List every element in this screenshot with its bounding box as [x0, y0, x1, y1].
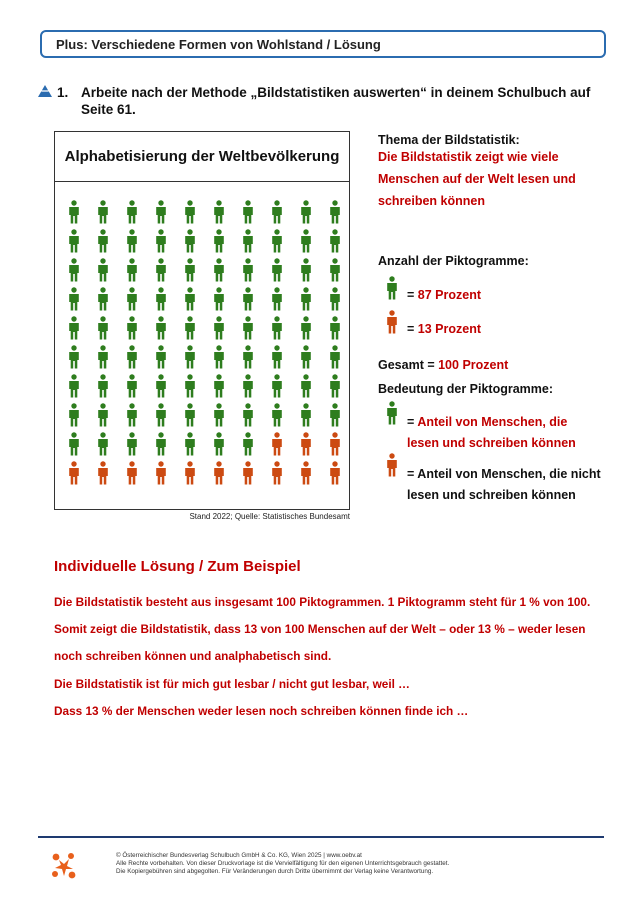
pictogram-literate: [243, 258, 253, 281]
pictogram-literate: [243, 403, 253, 426]
difficulty-triangle-icon: [38, 85, 52, 97]
count-red-value: 13 Prozent: [417, 322, 481, 336]
pictogram-literate: [185, 403, 195, 426]
total-prefix: Gesamt =: [378, 358, 439, 372]
pictogram-literate: [127, 374, 137, 397]
pictogram-literate: [243, 374, 253, 397]
pictogram-literate: [185, 258, 195, 281]
chart-title: Alphabetisierung der Weltbevölkerung: [64, 148, 340, 165]
pictogram-literate: [156, 229, 166, 252]
pictogram-literate: [185, 316, 195, 339]
pictogram-literate: [330, 345, 340, 368]
pictogram-literate: [330, 316, 340, 339]
pictogram-literate: [98, 374, 108, 397]
pictogram-literate: [69, 432, 79, 455]
pictogram-literate: [214, 229, 224, 252]
footer-copyright: [116, 852, 596, 877]
person-green-icon: [385, 401, 399, 425]
pictogram-literate: [185, 200, 195, 223]
task-number: 1.: [57, 85, 69, 100]
count-green-value: 87 Prozent: [417, 288, 481, 302]
pictogram-literate: [301, 345, 311, 368]
pictogram-illiterate: [243, 461, 253, 484]
pictogram-literate: [301, 287, 311, 310]
meaning-green-line-2: lesen und schreiben können: [407, 436, 576, 450]
count-label: Anzahl der Piktogramme:: [378, 254, 529, 268]
pictogram-literate: [214, 258, 224, 281]
pictogram-literate: [127, 432, 137, 455]
pictogram-literate: [156, 374, 166, 397]
pictogram-literate: [214, 287, 224, 310]
pictogram-literate: [272, 287, 282, 310]
pictogram-illiterate: [272, 461, 282, 484]
pictogram-literate: [98, 316, 108, 339]
pictogram-literate: [301, 316, 311, 339]
pictogram-literate: [156, 258, 166, 281]
pictogram-literate: [69, 345, 79, 368]
total-value: 100 Prozent: [438, 358, 509, 372]
pictogram-literate: [243, 316, 253, 339]
solution-line-5: Dass 13 % der Menschen weder lesen noch schreiben können finde ich …: [54, 704, 469, 718]
pictogram-literate: [98, 200, 108, 223]
pictogram-literate: [272, 316, 282, 339]
pictogram-illiterate: [156, 461, 166, 484]
pictogram-illiterate: [330, 432, 340, 455]
pictogram-literate: [69, 287, 79, 310]
pictogram-literate: [301, 374, 311, 397]
pictogram-literate: [156, 316, 166, 339]
pictogram-literate: [98, 287, 108, 310]
pictogram-literate: [301, 200, 311, 223]
worksheet-title: [40, 30, 606, 58]
theme-line-1: Die Bildstatistik zeigt wie viele: [378, 150, 559, 164]
pictogram-literate: [301, 229, 311, 252]
pictogram-literate: [127, 200, 137, 223]
pictogram-literate: [127, 345, 137, 368]
pictogram-literate: [69, 316, 79, 339]
pictogram-literate: [272, 403, 282, 426]
pictogram-literate: [301, 258, 311, 281]
pictogram-literate: [69, 229, 79, 252]
pictogram-literate: [330, 287, 340, 310]
pictogram-literate: [214, 200, 224, 223]
pictogram-literate: [69, 258, 79, 281]
solution-line-3: noch schreiben können und analphabetisch sind.: [54, 649, 332, 663]
solution-title: Individuelle Lösung / Zum Beispiel: [54, 558, 301, 575]
pictogram-literate: [98, 432, 108, 455]
publisher-logo-icon: [50, 852, 78, 880]
pictogram-literate: [69, 200, 79, 223]
pictogram-literate: [98, 229, 108, 252]
pictogram-literate: [330, 258, 340, 281]
count-red-prefix: =: [407, 322, 418, 336]
meaning-red-line-1: = Anteil von Menschen, die nicht: [407, 467, 601, 481]
pictogram-illiterate: [214, 461, 224, 484]
pictogram-literate: [214, 403, 224, 426]
pictogram-literate: [98, 403, 108, 426]
task-text: Arbeite nach der Methode „Bildstatistiken auswerten“ in deinem Schulbuch auf Seite 61.: [81, 85, 591, 117]
pictogram-literate: [156, 287, 166, 310]
footer-line-2: Alle Rechte vorbehalten. Von dieser Druckvorlage ist die Vervielfältigung für den eigenen Unterrichtsgebrauch gestattet.: [116, 860, 450, 868]
pictogram-literate: [98, 345, 108, 368]
meaning-red-line-2: lesen und schreiben können: [407, 488, 576, 502]
pictogram-literate: [243, 432, 253, 455]
pictogram-grid: [55, 182, 349, 509]
pictogram-literate: [243, 229, 253, 252]
solution-line-2: Somit zeigt die Bildstatistik, dass 13 von 100 Menschen auf der Welt – oder 13 % – weder lesen: [54, 622, 586, 636]
count-red-text: [407, 319, 481, 340]
pictogram-literate: [214, 374, 224, 397]
pictogram-literate: [69, 374, 79, 397]
person-green-icon: [385, 276, 399, 300]
pictogram-literate: [272, 345, 282, 368]
pictogram-illiterate: [330, 461, 340, 484]
count-green-text: [407, 285, 481, 306]
person-red-icon: [385, 310, 399, 334]
pictogram-literate: [243, 287, 253, 310]
solution-line-1: Die Bildstatistik besteht aus insgesamt 100 Piktogrammen. 1 Piktogramm steht für 1 % von 100.: [54, 595, 591, 609]
person-red-icon: [385, 453, 399, 477]
pictogram-literate: [127, 287, 137, 310]
pictogram-literate: [214, 316, 224, 339]
pictogram-literate: [185, 287, 195, 310]
meaning-red-text: [407, 464, 601, 506]
pictogram-literate: [156, 345, 166, 368]
pictogram-literate: [98, 258, 108, 281]
pictogram-illiterate: [301, 432, 311, 455]
pictogram-literate: [214, 345, 224, 368]
pictogram-illiterate: [98, 461, 108, 484]
pictogram-literate: [214, 432, 224, 455]
pictogram-literate: [127, 258, 137, 281]
pictogram-literate: [243, 200, 253, 223]
pictogram-chart: [54, 131, 350, 510]
meaning-label: Bedeutung der Piktogramme:: [378, 382, 554, 396]
footer-line-1: © Österreichischer Bundesverlag Schulbuch GmbH & Co. KG, Wien 2025 | www.oebv.at: [116, 852, 362, 859]
pictogram-literate: [127, 229, 137, 252]
pictogram-literate: [185, 345, 195, 368]
pictogram-literate: [156, 432, 166, 455]
pictogram-illiterate: [69, 461, 79, 484]
meaning-green-prefix: =: [407, 415, 418, 429]
theme-label: Thema der Bildstatistik:: [378, 133, 520, 147]
pictogram-literate: [272, 258, 282, 281]
total-text: [378, 358, 508, 372]
pictogram-literate: [127, 403, 137, 426]
pictogram-literate: [69, 403, 79, 426]
pictogram-illiterate: [272, 432, 282, 455]
pictogram-literate: [127, 316, 137, 339]
pictogram-literate: [272, 374, 282, 397]
pictogram-literate: [156, 200, 166, 223]
footer-line-3: Die Kopiergebühren sind abgegolten. Für Veränderungen durch Dritte übernimmt der Verlag keine Verantwortung.: [116, 868, 434, 876]
worksheet-title-text: Plus: Verschiedene Formen von Wohlstand / Lösung: [56, 37, 381, 52]
pictogram-literate: [272, 229, 282, 252]
pictogram-literate: [185, 432, 195, 455]
theme-line-2: Menschen auf der Welt lesen und: [378, 172, 576, 186]
pictogram-literate: [272, 200, 282, 223]
count-green-prefix: =: [407, 288, 418, 302]
pictogram-literate: [330, 229, 340, 252]
pictogram-illiterate: [301, 461, 311, 484]
chart-source: Stand 2022; Quelle: Statistisches Bundesamt: [189, 512, 350, 521]
pictogram-literate: [330, 374, 340, 397]
pictogram-literate: [185, 229, 195, 252]
pictogram-literate: [301, 403, 311, 426]
meaning-green-line-1: Anteil von Menschen, die: [417, 415, 568, 429]
pictogram-illiterate: [127, 461, 137, 484]
chart-title-area: [55, 132, 349, 182]
pictogram-literate: [243, 345, 253, 368]
pictogram-literate: [330, 200, 340, 223]
meaning-green-text: [407, 412, 576, 454]
footer-divider: [38, 836, 604, 838]
pictogram-literate: [156, 403, 166, 426]
theme-line-3: schreiben können: [378, 194, 485, 208]
pictogram-literate: [330, 403, 340, 426]
solution-line-4: Die Bildstatistik ist für mich gut lesbar / nicht gut lesbar, weil …: [54, 677, 410, 691]
pictogram-literate: [185, 374, 195, 397]
pictogram-illiterate: [185, 461, 195, 484]
